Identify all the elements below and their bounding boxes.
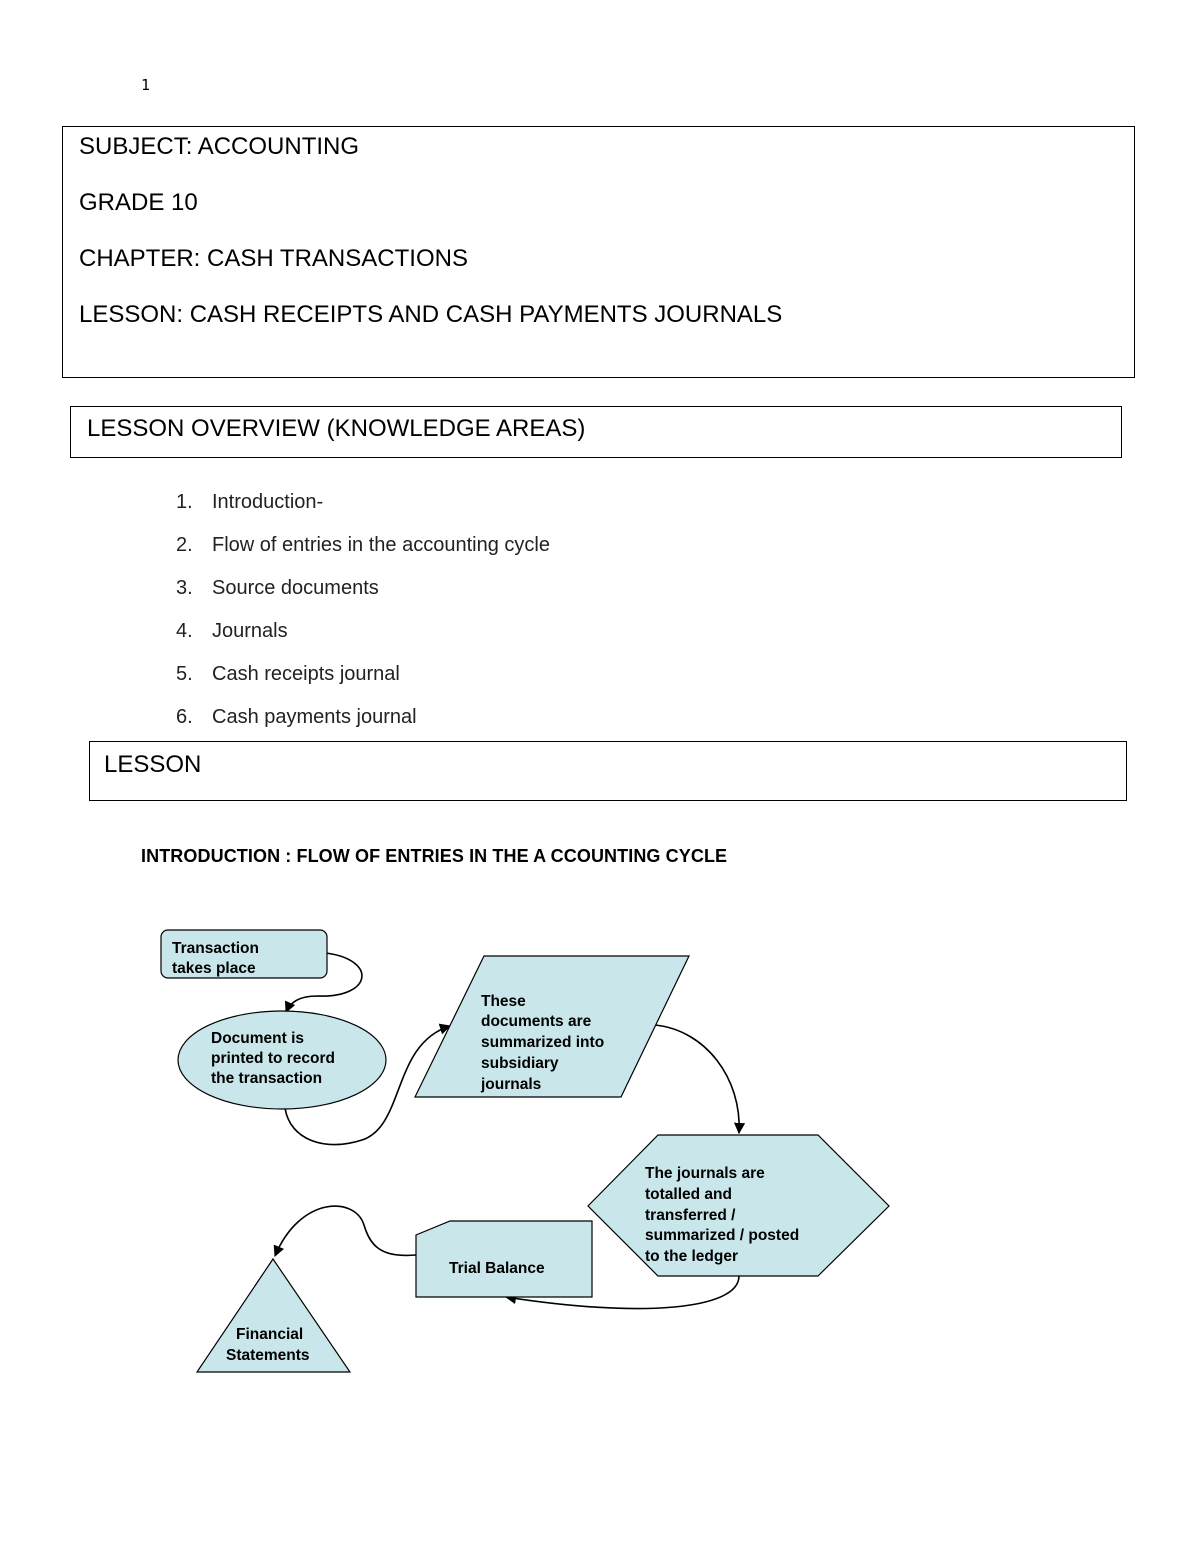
list-text: Cash receipts journal	[212, 663, 400, 685]
trial-balance-label: Trial Balance	[449, 1260, 545, 1277]
journals-label-line: summarized / posted	[645, 1227, 800, 1244]
list-text: Source documents	[212, 577, 379, 599]
transaction-label-line: Transaction	[172, 940, 259, 957]
trial-balance-node	[416, 1221, 592, 1297]
list-number: 3.	[176, 577, 193, 599]
list-text: Cash payments journal	[212, 706, 417, 728]
page-number: 1	[141, 76, 151, 94]
document-label-line: printed to record	[211, 1050, 336, 1067]
financial-label-line: Statements	[226, 1347, 310, 1364]
lesson-line: LESSON: CASH RECEIPTS AND CASH PAYMENTS JOURNALS	[79, 301, 783, 328]
document-label-line: the transaction	[211, 1070, 323, 1087]
journals-node	[588, 1135, 889, 1276]
journals-label-line: The journals are	[645, 1165, 765, 1182]
lesson-title: LESSON	[104, 751, 202, 778]
list-text: Journals	[212, 620, 288, 642]
section-heading: INTRODUCTION : FLOW OF ENTRIES IN THE A CCOUNTING CYCLE	[141, 846, 728, 866]
connector-arrow	[655, 1025, 739, 1133]
list-number: 2.	[176, 534, 193, 556]
list-number: 5.	[176, 663, 193, 685]
journals-label-line: totalled and	[645, 1186, 732, 1203]
list-number: 1.	[176, 491, 193, 513]
summarized-label-line: journals	[481, 1076, 542, 1093]
document-label-line: Document is	[211, 1030, 305, 1047]
grade-line: GRADE 10	[79, 189, 198, 216]
financial-label-line: Financial	[236, 1326, 304, 1343]
summarized-label-line: documents are	[481, 1013, 592, 1030]
overview-title: LESSON OVERVIEW (KNOWLEDGE AREAS)	[87, 415, 586, 442]
subject-line: SUBJECT: ACCOUNTING	[79, 133, 360, 160]
journals-label-line: transferred /	[645, 1207, 736, 1224]
list-text: Introduction-	[212, 491, 324, 513]
connector-arrow	[275, 1206, 416, 1256]
summarized-label-line: These	[481, 993, 526, 1010]
summarized-label-line: summarized into	[481, 1034, 605, 1051]
journals-label-line: to the ledger	[645, 1248, 739, 1265]
list-number: 4.	[176, 620, 193, 642]
list-text: Flow of entries in the accounting cycle	[212, 534, 550, 556]
chapter-line: CHAPTER: CASH TRANSACTIONS	[79, 245, 468, 272]
summarized-label-line: subsidiary	[481, 1055, 559, 1072]
list-number: 6.	[176, 706, 193, 728]
transaction-label-line: takes place	[172, 960, 256, 977]
